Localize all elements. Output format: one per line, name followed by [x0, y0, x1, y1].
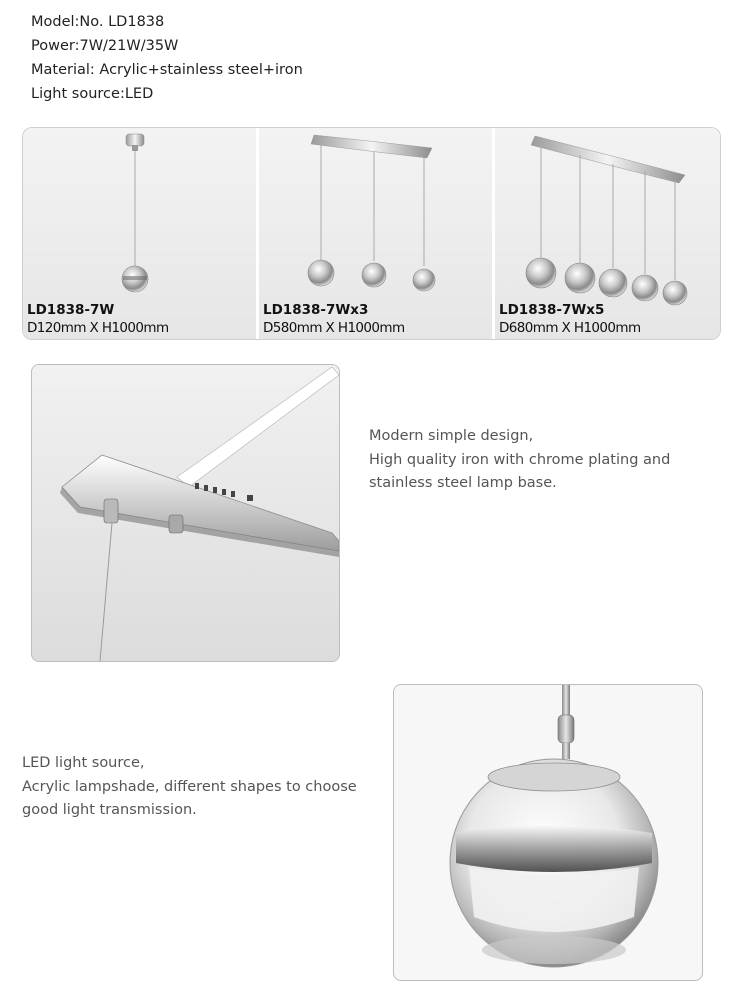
spec-light-source: Light source:LED [31, 86, 154, 102]
description-line: stainless steel lamp base. [369, 475, 557, 491]
variant-panel-triple [259, 128, 492, 339]
variant-strip [22, 127, 721, 340]
variant-title: LD1838-7Wx3 [263, 302, 369, 318]
description-line: LED light source, [22, 755, 145, 771]
acrylic-ball-illustration [394, 685, 702, 980]
spec-material: Material: Acrylic+stainless steel+iron [31, 62, 303, 78]
spec-model: Model:No. LD1838 [31, 14, 165, 30]
description-line: Acrylic lampshade, different shapes to choose [22, 778, 357, 795]
lampshade-photo [393, 684, 703, 981]
variant-dimensions: D120mm X H1000mm [27, 320, 169, 336]
chrome-base-illustration [32, 365, 339, 661]
variant-panel-five [495, 128, 720, 339]
description-line: High quality iron with chrome plating and [369, 451, 671, 468]
variant-title: LD1838-7W [27, 302, 115, 318]
base-detail-photo [31, 364, 340, 662]
variant-panel-single [23, 128, 256, 339]
light-source-description [22, 752, 357, 823]
variant-dimensions: D580mm X H1000mm [263, 320, 405, 336]
description-line: good light transmission. [22, 802, 197, 818]
description-line: Modern simple design, [369, 428, 534, 444]
variant-dimensions: D680mm X H1000mm [499, 320, 641, 336]
spec-power: Power:7W/21W/35W [31, 38, 179, 54]
variant-title: LD1838-7Wx5 [499, 302, 605, 318]
spec-list [31, 10, 303, 106]
design-description [369, 425, 670, 496]
